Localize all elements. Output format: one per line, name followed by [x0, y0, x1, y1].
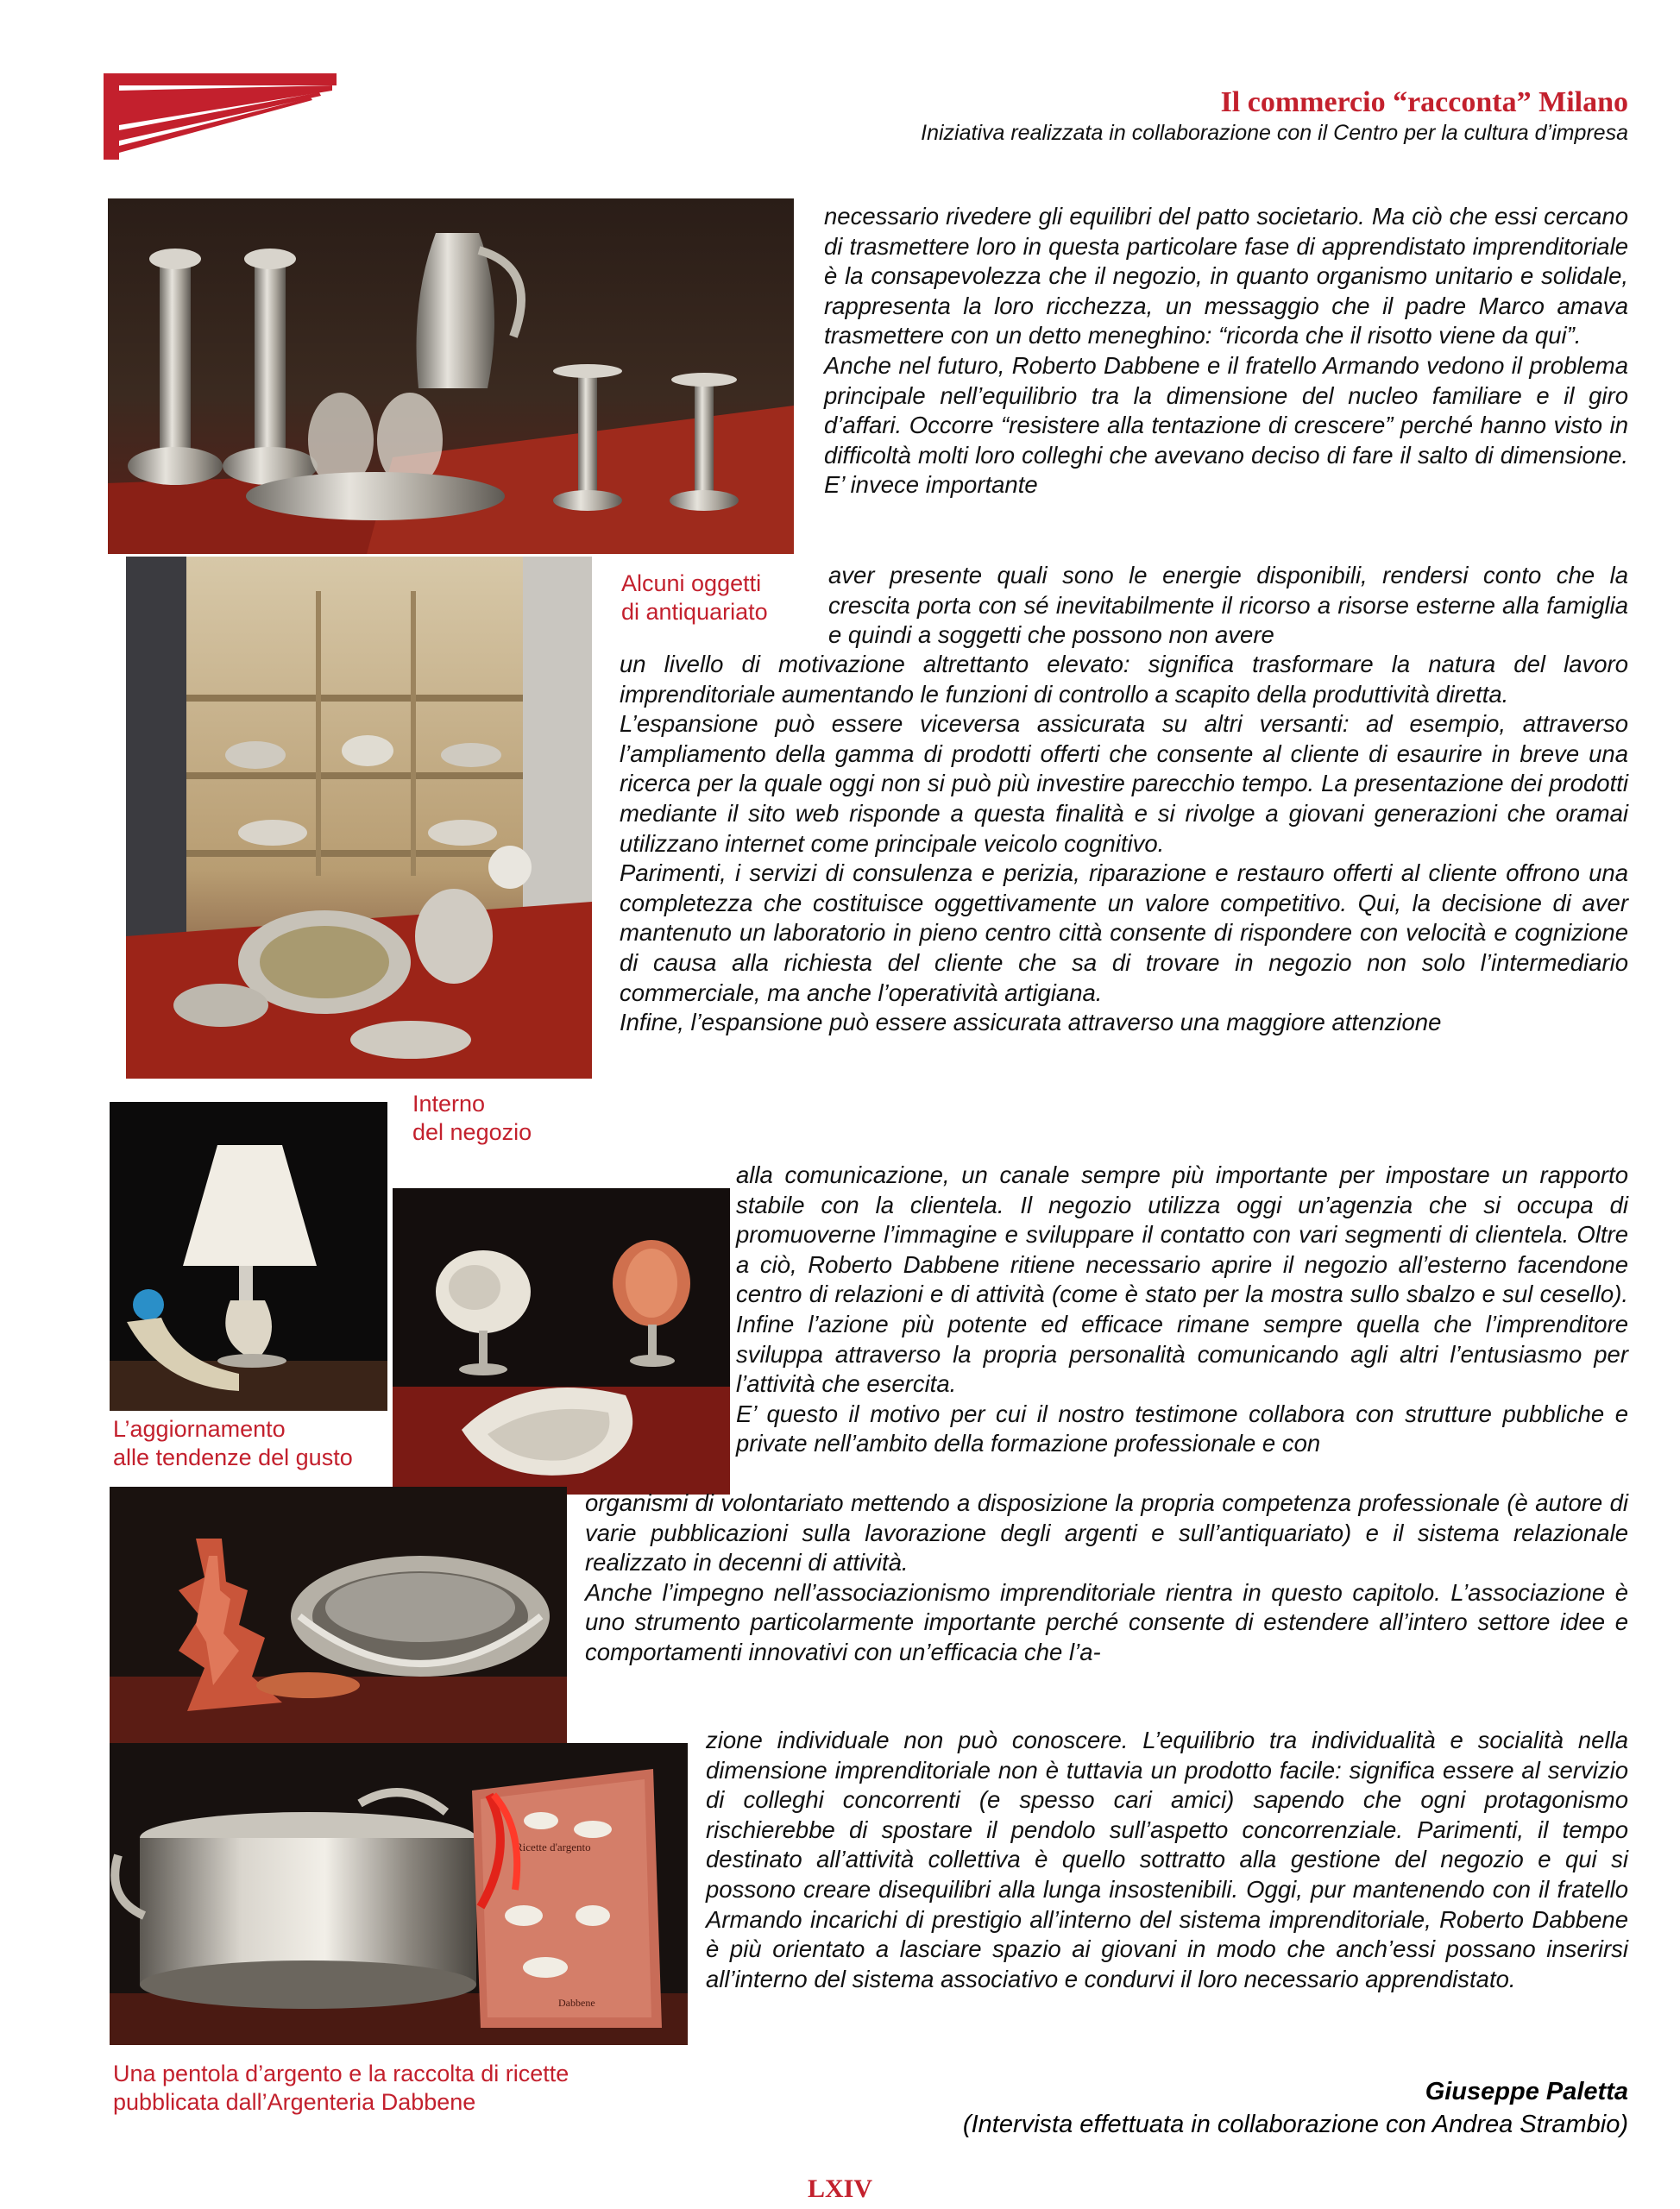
- photo-shop-interior: [126, 557, 592, 1079]
- article-paragraph: L’espansione può essere viceversa assicurata su altri versanti: ad esempio, attraverso l’ampliamento della gamma di prodotti offerti che consente al cliente di esaurire in breve una ricerca per la quale oggi non si può più investire parecchio tempo. La presentazione dei prodotti mediante il sito web risponde a questa finalità e si rivolge a giovani generazioni che oramai utilizzano internet come principale veicolo cognitivo.: [620, 710, 1628, 857]
- article-text-block-3: [620, 650, 1628, 1038]
- interview-note: (Intervista effettuata in collaborazione con Andrea Strambio): [962, 2111, 1628, 2138]
- photo-silver-pot-recipe-book: [110, 1743, 688, 2045]
- article-text-block-1: [824, 202, 1628, 500]
- article-text-block-4: [736, 1161, 1628, 1459]
- article-paragraph: Infine, l’espansione può essere assicurata attraverso una maggiore attenzione: [620, 1009, 1442, 1036]
- book-cover-publisher: Dabbene: [558, 1997, 595, 2009]
- article-paragraph: Parimenti, i servizi di consulenza e perizia, riparazione e restauro offerti al cliente offrono una completezza che costituisce oggettivamente un valore competitivo. Qui, la decisione di aver mantenuto un laboratorio in pieno centro città consente di rispondere con velocità e cognizione di causa alla richiesta del cliente che sa di trovare in negozio non solo l’intermediario commerciale, ma anche l’operatività artigiana.: [620, 859, 1628, 1006]
- article-paragraph: necessario rivedere gli equilibri del patto societario. Ma ciò che essi cercano di trasmettere loro in questa particolare fase di apprendistato imprenditoriale è la consapevolezza che il negozio, in quanto organismo unitario e solidale, rappresenta la loro ricchezza, un messaggio che il padre Marco amava trasmettere con un detto meneghino: “ricorda che il risotto viene da qui”.: [824, 203, 1628, 349]
- caption-pot: Una pentola d’argento e la raccolta di ricette pubblicata dall’Argenteria Dabbene: [113, 2061, 569, 2115]
- article-text-block-2: [828, 561, 1628, 651]
- article-paragraph: organismi di volontariato mettendo a disposizione la propria competenza professionale (è autore di varie pubblicazioni sulla lavorazione degli argenti e sull’antiquariato) e il sistema relazionale realizzato in decenni di attività.: [585, 1489, 1628, 1577]
- photo-antique-silverware: [108, 198, 794, 554]
- photo-nautilus-shells: [393, 1188, 730, 1495]
- caption-trends: L’aggiornamento alle tendenze del gusto: [113, 1416, 353, 1470]
- header-subtitle: Iniziativa realizzata in collaborazione con il Centro per la cultura d’impresa: [921, 121, 1628, 145]
- article-text-block-5: [585, 1488, 1628, 1668]
- article-paragraph: E’ questo il motivo per cui il nostro testimone collabora con strutture pubbliche e private nell’ambito della formazione professionale e con: [736, 1400, 1628, 1457]
- article-paragraph: Anche l’impegno nell’associazionismo imprenditoriale rientra in questo capitolo. L’associazione è uno strumento particolarmente importante perché consente di estendere all’intero settore idee e comportamenti innovativi con un’efficacia che l’a-: [585, 1578, 1628, 1665]
- page-number: LXIV: [807, 2174, 872, 2203]
- article-paragraph: zione individuale non può conoscere. L’equilibrio tra individualità e socialità nella dimensione imprenditoriale non è tuttavia un prodotto facile: significa essere al servizio di colleghi concorrenti (e spesso cari amici) sapendo che ogni protagonismo rischierebbe di spostare il pendolo sull’aspetto concorrenziale. Parimenti, il tempo destinato all’attività collettiva è quello sottratto alla gestione del negozio e qui si possono creare disequilibri alla lunga insostenibili. Oggi, pur mantenendo con il fratello Armando incarichi di prestigio all’interno del sistema imprenditoriale, Roberto Dabbene è più orientato a lasciare spazio ai giovani in modo che anch’essi possano inserirsi all’interno del sistema associativo e condurvi il loro necessario apprendistato.: [706, 1727, 1628, 1992]
- caption-antiques: Alcuni oggetti di antiquariato: [621, 570, 768, 625]
- book-cover-title: Ricette d'argento: [515, 1841, 591, 1853]
- header-title: Il commercio “racconta” Milano: [1220, 86, 1628, 118]
- photo-coral-silver-basket: [110, 1487, 567, 1744]
- article-paragraph: Anche nel futuro, Roberto Dabbene e il fratello Armando vedono il problema principale nell’equilibrio tra la dimensione del nucleo familiare e il giro d’affari. Occorre “resistere alla tentazione di crescere” perché hanno visto in difficoltà molti loro colleghi che avevano deciso di fare il salto di dimensione. E’ invece importante: [824, 351, 1628, 499]
- article-paragraph: alla comunicazione, un canale sempre più importante per impostare un rapporto stabile con la clientela. Il negozio utilizza oggi un’agenzia che si occupa di promuoverne l’immagine e sviluppare il contatto con vari segmenti di clientela. Oltre a ciò, Roberto Dabbene ritiene necessario aprire il negozio all’esterno facendone centro di relazioni e di attività (come è stato per la mostra sullo sbalzo e sul cesello). Infine l’azione più potente ed efficace rimane sempre quella che l’imprenditore sviluppa attraverso la propria personalità comunicando agli altri l’entusiasmo per l’attività che esercita.: [736, 1161, 1628, 1398]
- publication-logo-icon: [104, 73, 337, 160]
- photo-horn-lamp: [110, 1102, 387, 1411]
- author-name: Giuseppe Paletta: [1425, 2078, 1628, 2105]
- article-paragraph: aver presente quali sono le energie disponibili, rendersi conto che la crescita porta con sé inevitabilmente il ricorso a risorse esterne alla famiglia e quindi a soggetti che possono non avere: [828, 562, 1628, 649]
- article-paragraph: un livello di motivazione altrettanto elevato: significa trasformare la natura del lavoro imprenditoriale aumentando le funzioni di controllo a scapito della produttività diretta.: [620, 651, 1628, 708]
- article-text-block-6: [706, 1726, 1628, 1994]
- caption-interior: Interno del negozio: [412, 1091, 532, 1145]
